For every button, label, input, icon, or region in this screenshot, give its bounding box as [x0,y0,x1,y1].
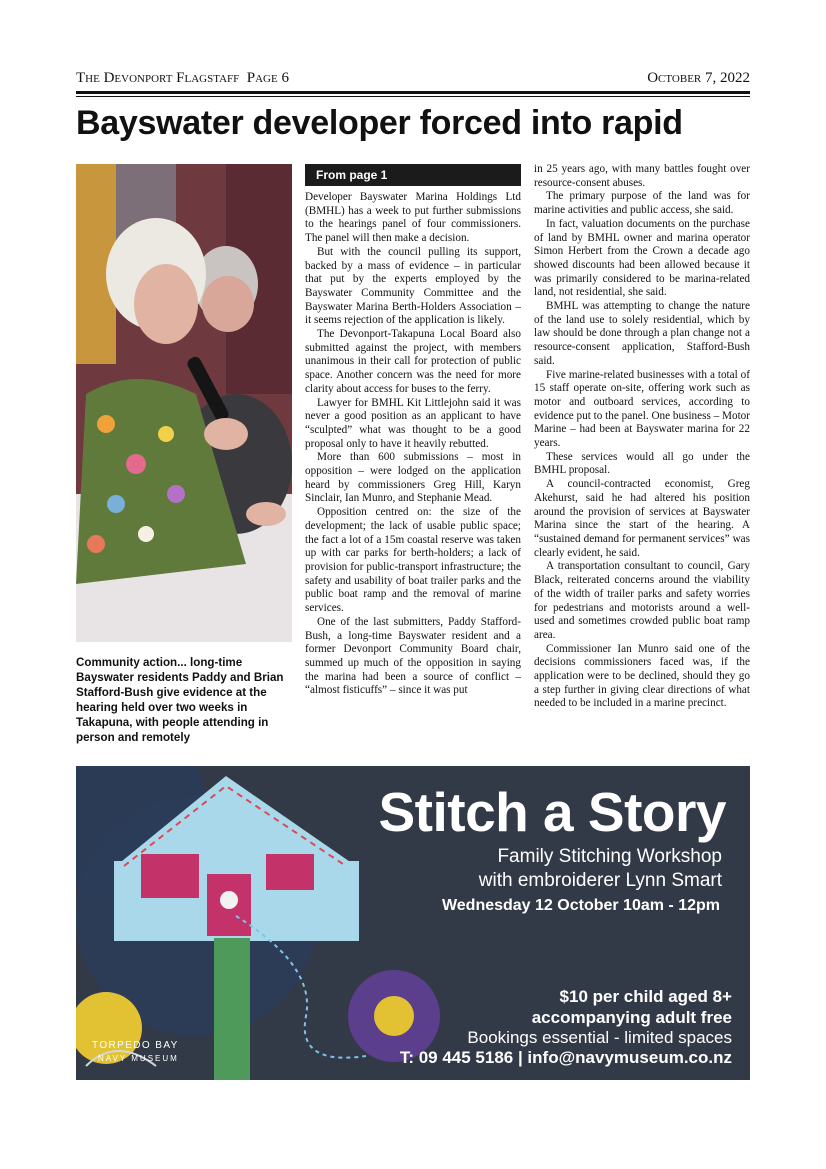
article-column-3 [534,163,750,711]
article-column-2 [305,191,521,698]
paragraph: Lawyer for BMHL Kit Littlejohn said it was never a good position as an applicant to have “sculpted” what was thought to be a good proposal only to have it heavily rebutted. [305,396,521,450]
publication-name: The Devonport Flagstaff [76,70,240,86]
paragraph: Five marine-related businesses with a total of 15 staff operate on-site, offering work such as motor and outboard services, according to evidence put to the panel. One business – Motor Marine – had been at Bayswater marina for 22 years. [534,368,750,450]
paragraph: But with the council pulling its support, backed by a mass of evidence – in particular that put by the experts employed by the Bayswater Community Committee and the Bayswater Marina Berth-Holders Association – it seems rejection of the application is likely. [305,245,521,327]
ad-title: Stitch a Story [378,781,726,843]
article-photo [76,164,292,642]
paragraph: In fact, valuation documents on the purchase of land by BMHL owner and marina operator Simon Herbert from the Crown a decade ago showed discounts had been allowed because it was primarily considered to be marina-related land, not residential, she said. [534,217,750,299]
ad-date-time: Wednesday 12 October 10am - 12pm [441,897,720,914]
navy-museum-logo-line1: TORPEDO BAY [92,1040,179,1051]
issue-date: October 7, 2022 [647,70,750,86]
advertisement-stitch-a-story [76,766,750,1080]
paragraph: BMHL was attempting to change the nature of the land use to solely residential, which by law should be done through a plan change not a resource-consent application, Stafford-Bush said. [534,300,750,367]
photo-illustration [76,164,292,642]
ad-bookings: Bookings essential - limited spaces [467,1028,732,1047]
ad-subtitle-2: with embroiderer Lynn Smart [478,870,722,891]
paragraph: The Devonport-Takapuna Local Board also submitted against the project, with members unanimous in their call for protection of public space. Another concern was the need for more clarity about access for buses to the ferry. [305,328,521,395]
paragraph: in 25 years ago, with many battles fought over resource-consent abuses. [534,163,750,189]
page-number: Page 6 [246,70,289,86]
masthead-rule-thick [76,91,750,94]
paragraph: A council-contracted economist, Greg Akehurst, said he had altered his position around the provision of services at Bayswater Marina since the start of the hearing. A “sustained demand for permanent services” was clearly evident, he said. [534,478,750,559]
article-headline: Bayswater developer forced into rapid [76,104,683,142]
paragraph: Commissioner Ian Munro said one of the decisions commissioners faced was, if the application were to be declined, should they go a step further in giving clear directions of what needed to be included in a marine precinct. [534,642,750,710]
masthead-rule-thin [76,96,750,97]
paragraph: More than 600 submissions – most in opposition – were lodged on the application heard by commissioners Greg Hill, Karyn Sinclair, Ian Munro, and Stephanie Mead. [305,451,521,505]
paragraph: Developer Bayswater Marina Holdings Ltd (BMHL) has a week to put further submissions to the hearings panel of four commissioners. The panel will then make a decision. [305,191,521,245]
ad-subtitle-1: Family Stitching Workshop [497,846,722,867]
ad-price-adult: accompanying adult free [531,1008,732,1027]
paragraph: These services would all go under the BMHL proposal. [534,450,750,477]
masthead [76,70,750,90]
masthead-left [76,70,289,87]
paragraph: A transportation consultant to council, Gary Black, reiterated concerns around the viability of the width of trailer parks and safety worries for pedestrians and motorists around a well-used and sometimes crowded public boat ramp area. [534,560,750,641]
ad-contact: T: 09 445 5186 | info@navymuseum.co.nz [399,1048,732,1067]
paragraph: One of the last submitters, Paddy Stafford-Bush, a long-time Bayswater resident and a former Devonport Community Board chair, summed up much of the opposition in saying the marina had been a source of conflict – “almost fisticuffs” – since it was put [305,615,521,697]
paragraph: Opposition centred on: the size of the development; the lack of usable public space; the fact a lot of a 15m coastal reserve was taken up with car parks for berth-holders; a lack of provision for public-transport infrastructure; the safety and usability of boat trailer parks and the public boat ramp and the removal of marine services. [305,506,521,615]
paragraph: The primary purpose of the land was for marine activities and public access, she said. [534,190,750,217]
photo-caption: Community action... long-time Bayswater residents Paddy and Brian Stafford-Bush give evidence at the hearing held over two weeks in Takapuna, with people attending in person and remotely [76,656,284,744]
navy-museum-logo-line2: NAVY MUSEUM [98,1054,179,1063]
ad-price-child: $10 per child aged 8+ [559,987,732,1006]
from-page-label: From page 1 [305,164,521,186]
